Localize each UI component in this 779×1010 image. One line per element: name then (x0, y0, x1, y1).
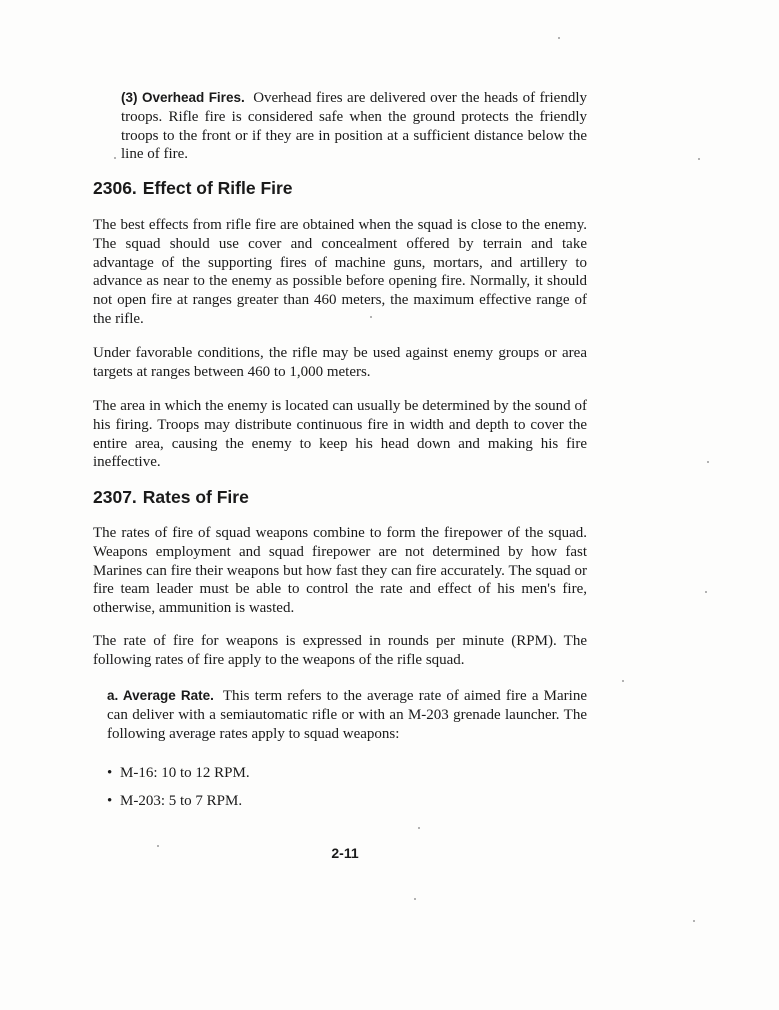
section-2307-paragraph-2: The rate of fire for weapons is expressed in rounds per minute (RPM). The following rates of fire apply to the weapons of the rifle squad. (93, 633, 587, 668)
list-item (107, 792, 250, 811)
scan-speck (705, 591, 707, 593)
section-2306-paragraph-1: The best effects from rifle fire are obtained when the squad is close to the enemy. The squad should use cover and concealment offered by terrain and take advantage of the supporting fires of machine guns, mortars, and artillery to advance as near to the enemy as possible before opening fire. Normally, it should not open fire at ranges greater than 460 meters, the maximum effective range of the rifle. (93, 217, 587, 327)
overhead-fires-paragraph (121, 89, 587, 164)
section-2307-number: 2307. (93, 487, 137, 507)
scan-speck (418, 827, 420, 829)
scan-speck (558, 37, 560, 39)
list-item (107, 764, 250, 783)
scan-speck (693, 920, 695, 922)
section-2306-title: Effect of Rifle Fire (142, 178, 293, 198)
list-item-text: M-203: 5 to 7 RPM. (120, 792, 243, 809)
page-number: 2-11 (331, 845, 359, 861)
scan-speck (157, 845, 159, 847)
section-2307-paragraph-1: The rates of fire of squad weapons combine to form the firepower of the squad. Weapons employment and squad firepower are not determined by how fast Marines can fire their weapons but how fast they can fire accurately. The squad or fire team leader must be able to control the rate and effect of his men's fire, otherwise, ammunition is wasted. (93, 525, 587, 617)
scan-speck (698, 158, 700, 160)
average-rate-paragraph (107, 687, 587, 743)
scan-speck (707, 461, 709, 463)
scan-speck (622, 680, 624, 682)
squad-weapon-rates-list (107, 764, 250, 820)
average-rate-label: a. Average Rate. (107, 688, 214, 703)
section-2306-number: 2306. (93, 178, 137, 198)
scan-speck (414, 898, 416, 900)
section-2306-paragraph-3: The area in which the enemy is located can usually be determined by the sound of his firing. Troops may distribute continuous fire in width and depth to cover the entire area, causing the enemy to keep his head down and making his fire ineffective. (93, 398, 587, 471)
section-2306-heading (93, 178, 293, 198)
section-2307-title: Rates of Fire (142, 487, 249, 507)
average-rate-text: This term refers to the average rate of aimed fire a Marine can deliver with a semiautomatic rifle or with an M-203 grenade launcher. The following average rates apply to squad weapons: (107, 688, 588, 742)
scan-speck (370, 316, 372, 318)
section-2307-heading (93, 487, 249, 507)
overhead-fires-label: (3) Overhead Fires. (121, 90, 245, 105)
scan-speck (114, 157, 116, 159)
section-2306-paragraph-2: Under favorable conditions, the rifle may be used against enemy groups or area targets at ranges between 460 to 1,000 meters. (93, 345, 587, 380)
overhead-fires-text: Overhead fires are delivered over the heads of friendly troops. Rifle fire is considered safe when the ground protects the friendly troops to the front or if they are in position at a sufficient distance below the line of fire. (121, 90, 588, 163)
list-item-text: M-16: 10 to 12 RPM. (120, 765, 250, 781)
bullet-symbol: • (107, 792, 113, 809)
bullet-symbol: • (107, 765, 113, 781)
